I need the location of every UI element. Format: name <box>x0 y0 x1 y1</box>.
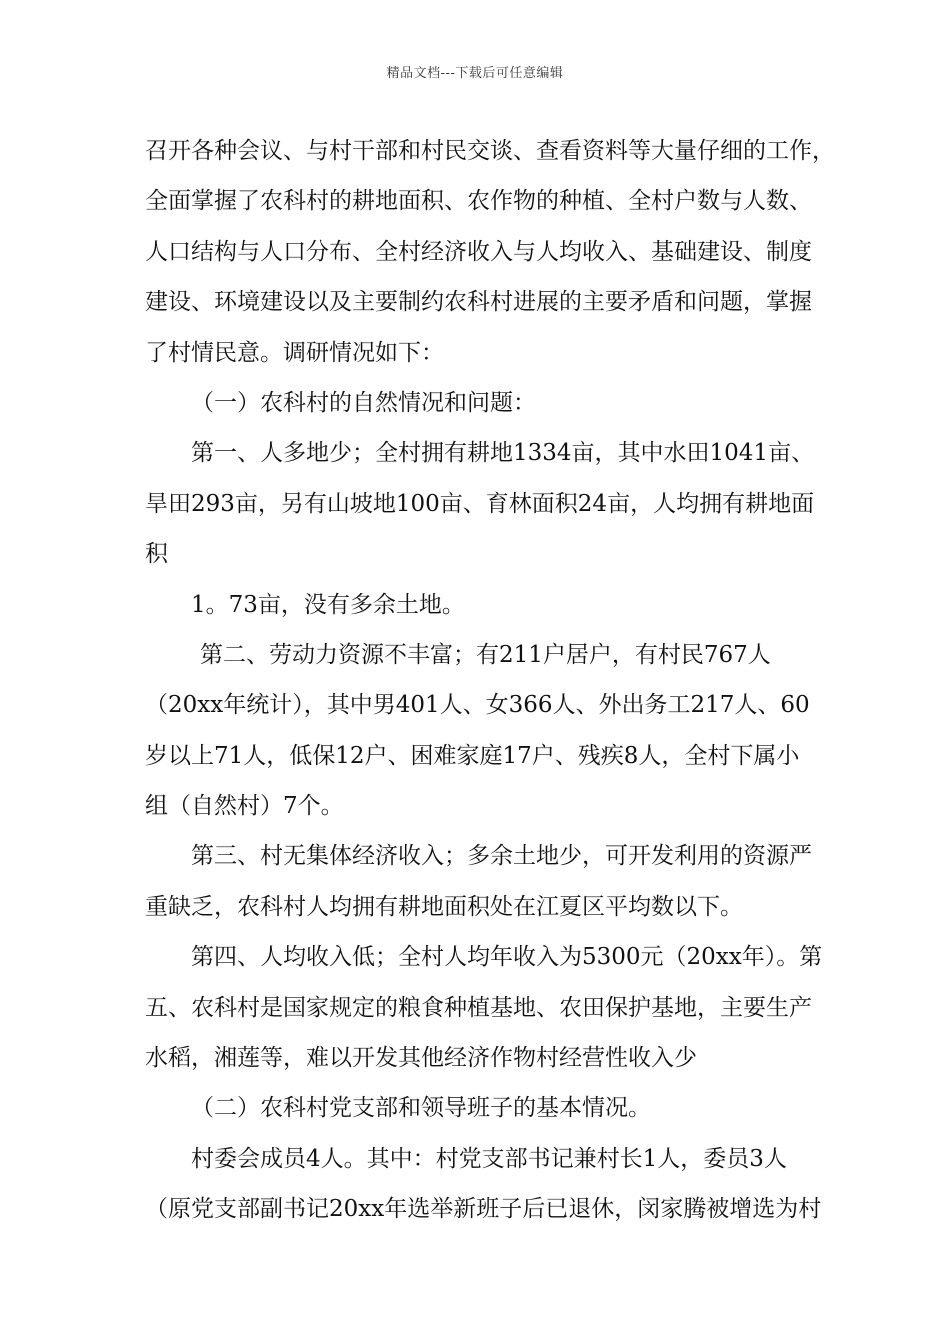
body-line: 村委会成员4人。其中：村党支部书记兼村长1人，委员3人 <box>191 1145 787 1172</box>
body-line: 召开各种会议、与村干部和村民交谈、查看资料等大量仔细的工作， <box>145 138 835 164</box>
body-line: 第三、村无集体经济收入；多余土地少，可开发利用的资源严 <box>191 843 812 870</box>
body-line: 建设、环境建设以及主要制约农科村进展的主要矛盾和问题，掌握 <box>145 289 812 316</box>
body-line: 全面掌握了农科村的耕地面积、农作物的种植、全村户数与人数、 <box>145 188 812 215</box>
section-heading: （二）农科村党支部和领导班子的基本情况。 <box>191 1095 651 1122</box>
body-line: 旱田293亩，另有山坡地100亩、育林面积24亩，人均拥有耕地面 <box>145 490 815 517</box>
body-line: （原党支部副书记20xx年选举新班子后已退休，闵家腾被增选为村 <box>145 1196 822 1223</box>
body-line: （20xx年统计），其中男401人、女366人、外出务工217人、60 <box>145 692 810 719</box>
body-line: 人口结构与人口分布、全村经济收入与人均收入、基础建设、制度 <box>145 238 812 265</box>
body-line: 积 <box>145 541 168 568</box>
body-line: 组（自然村）7个。 <box>145 793 344 820</box>
body-line: 重缺乏，农科村人均拥有耕地面积处在江夏区平均数以下。 <box>145 893 743 920</box>
body-line: 第一、人多地少；全村拥有耕地1334亩，其中水田1041亩、 <box>191 440 815 467</box>
page-header: 精品文档---下载后可任意编辑 <box>386 66 564 81</box>
body-line: 五、农科村是国家规定的粮食种植基地、农田保护基地，主要生产 <box>145 994 812 1021</box>
body-line: 第四、人均收入低；全村人均年收入为5300元（20xx年）。第 <box>191 944 823 971</box>
body-line: 水稻，湘莲等，难以开发其他经济作物村经营性收入少 <box>145 1045 697 1072</box>
body-line: 岁以上71人，低保12户、困难家庭17户、残疾8人，全村下属小 <box>145 742 800 769</box>
body-line: 1。73亩，没有多余土地。 <box>191 591 465 618</box>
document-body <box>145 132 835 1241</box>
section-heading: （一）农科村的自然情况和问题： <box>191 389 536 416</box>
body-line: 了村情民意。调研情况如下： <box>145 339 444 366</box>
body-line: 第二、劳动力资源不丰富；有211户居户，有村民767人 <box>200 641 771 668</box>
